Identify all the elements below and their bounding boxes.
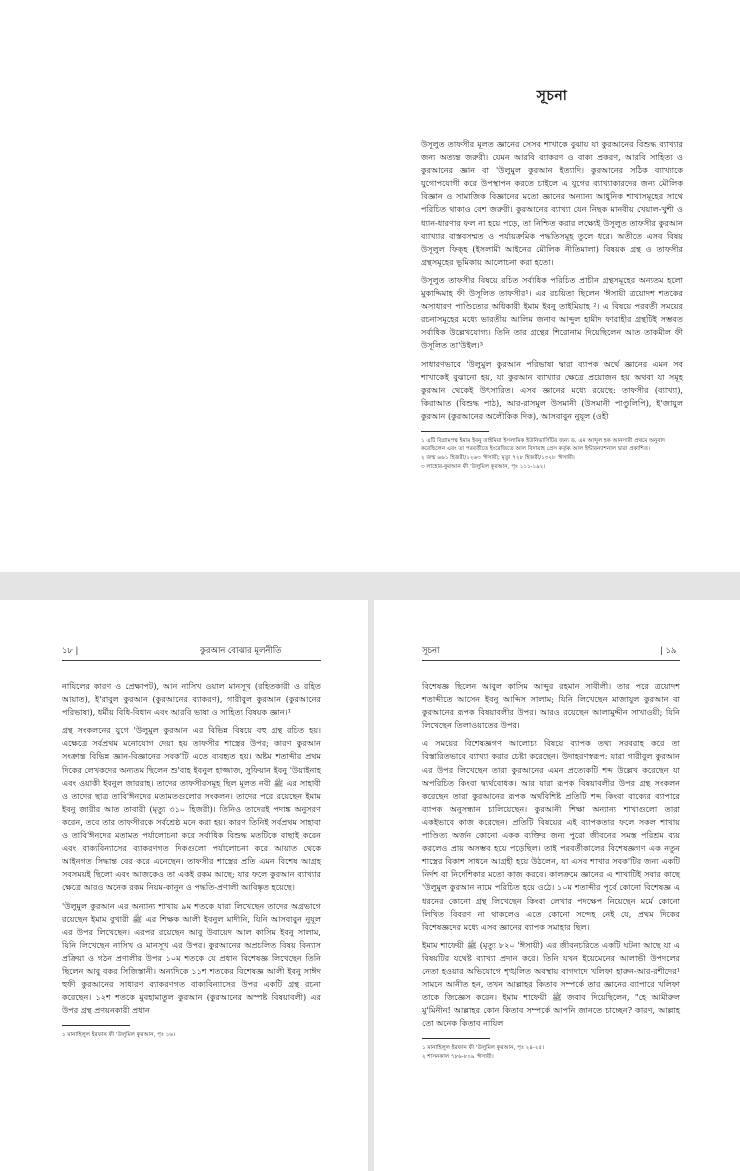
left-page-text-column	[62, 680, 321, 1040]
paragraph: গ্রন্থ সংকলনের যুগে 'উলুমুল কুরআন এর বিভিন্ন বিষয়ে বহু গ্রন্থ রচিত হয়। এক্ষেত্রে সর্বপ্রথম মনোযোগ দেয়া হয় তাফসীর শাস্ত্রের উপর; কারণ কুরআন সংক্রান্ত বিভিন্ন জ্ঞান-বিজ্ঞানের সবক'টি এতে ব্যবহৃত হয়। অষ্টম শতাব্দীর প্রথম দিকের লেখকদের অন্যতম ছিলেন শু'বাহ ইবনুল হাজ্জাজ, সুফিয়ান ইবনু 'উয়াইনাহ এবং ওয়াকী ইবনুল জাররাহ। তাদের তাফসীরসমূহ ছিল মূলত নবী ﷺ এর সাহাবী ও তাদের ছাত্র তাবি'ঈনদের মতামতগুলোর সংকলন। তাদের পরে রয়েছেন ইমাম ইবনু জারীর আত তাবারী (মৃত্যু ৩১০ হিজরী)। তিনিও তাদেরই পদাঙ্ক অনুসরণ করেন, তবে তার তাফসীরকে সর্বশ্রেষ্ঠ মনে করা হয়। কারণ তিনিই সর্বপ্রথম সাহাবা ও তাবি'ঈনদের মতামত পর্যালোচনা করে সর্বাধিক বিশুদ্ধ মতটিকে বাছাই করেন এবং বাক্যবিন্যাসের ব্যাকরণগত দিকগুলো পর্যালোচনা করে আয়াত থেকে আইনগত সিদ্ধান্ত বের করে এনেছেন। তাফসীর শাস্ত্রের প্রতি এমন বিশেষ আগ্রহ সবসময়ই ছিলো এবং আজকেও তা একই রকম আছে; যার ফলে কুরআন ব্যাখ্যার ক্ষেত্রে আরও অনেক রকম নিয়ম-কানুন ও পদ্ধতি-প্রণালী আবিষ্কৃত হয়েছে।	[62, 725, 321, 893]
right-page-text-column	[422, 680, 680, 1062]
chapter-title: সূচনা	[536, 88, 568, 104]
footnote-rule	[422, 1038, 490, 1039]
paragraph: 'উলুমুল কুরআন এর অন্যান্য শাখায় ৯ম শতকে যারা লিখেছেন তাদের অগ্রভাগে রয়েছেন ইমাম বুখারী ﷺ এর শিক্ষক আলী ইবনুল মাদীনি, যিনি আসবাবুন নুযূল এর উপর লিখেছেন। এরপর রয়েছেন আবু উবায়েদ আল কাসিম ইবনু সালাম, যিনি লিখেছেন নাসিখ ও মানসূখ এর উপর। কুরআনের অপ্রচলিত বিষয় বিন্যাস প্রক্রিয়া ও গঠন প্রণালীর উপর ১০ম শতকে যে প্রধান বিশেষজ্ঞ লিখেছেন তিনি ছিলেন আবু বকর সিজিস্তানী। অন্যদিকে ১১শ শতকের বিশেষজ্ঞ আলী ইবনু সাঈদ হুফী কুরআনের সাধারণ ব্যাকরণগত বাক্যবিন্যাসের উপর একটি গ্রন্থ রচনা করেছেন। ১২শ শতকে মুবহামাতুল কুরআন (কুরআনের অস্পষ্ট বিষয়াবলী) এর উপর গ্রন্থ প্রণয়নকারী প্রধান	[62, 900, 321, 1016]
paragraph: উসূলুত তাফসীর বিষয়ে রচিত সর্বাধিক পরিচিত প্রাচীন গ্রন্থসমূহের অন্যতম হলো মুকাদ্দিমাহ ফী উসূলিত তাফসীর¹। এর রচয়িতা ছিলেন 'ঈসায়ী ত্রয়োদশ শতকের অসাধারণ পাণ্ডিত্যের অধিকারী ইমাম ইবনু তাইমিয়াহ ²। এ বিষয়ে পরবর্তী সময়ের রচনাসমূহের মধ্যে ভারতীয় আলিম জনাব আব্দুল হামীদ ফারাহীর গ্রন্থটিই সম্ভবত সর্বাধিক উল্লেখযোগ্য। তিনি তার গ্রন্থের শিরোনাম দিয়েছিলেন আত তাকমীল ফী উসূলিত তা'উইল।³	[421, 274, 683, 351]
paragraph: সাধারণভাবে 'উলুমুল কুরআন পরিভাষা দ্বারা ব্যাপক অর্থে জ্ঞানের এমন সব শাখাকেই বুঝানো হয়, যা কুরআন ব্যাখ্যার ক্ষেত্রে প্রয়োজন হয় অথবা যা সমূহ কুরআন থেকেই উৎসারিত। এসব জ্ঞানের মধ্যে রয়েছে: তাফসীর (ব্যাখ্যা), কিরাআত (বিশুদ্ধ পাঠ), আর-রাসমুল উসমানী (উসমানী পাণ্ডুলিপি), ই'জাযুল কুরআন (কুরআনের অলৌকিক দিক), আসবাবুন নুযূল (ওহী	[421, 358, 683, 421]
paragraph: বিশেষজ্ঞ ছিলেন আবুল কাসিম আব্দুর রহমান সাবীলী। তার পরে ত্রয়োদশ শতাব্দীতে আসেন ইবনু আব্দিস সালাম; যিনি লিখেছেন মাজাযুল কুরআন বা কুরআনের রূপক বিষয়াবলীর উপর। আরও রয়েছেন আলামুদ্দীন সাখাওয়ী; যিনি লিখেছেন তিলাওয়াতের উপর।	[422, 681, 680, 731]
footnote: ১ এটি বিগ্রামপন্থ ইমাম ইবনু তাইমিয়া ইসলামিক ইউনিভার্সিটির জন্য ড. এম আব্দুল হক আনসারী প্রথমে অনুবাদ করেছিলেন এবং তা পরবর্তীতে ইংরেজিতে আল বিদায়াহ প্রেস কর্তৃক আল ইন্টারন্যাশনাল দ্বারা প্রকাশিত।	[421, 437, 665, 452]
page-number: | ১৯	[660, 645, 677, 655]
header-rule	[62, 660, 321, 661]
footnote: ১ মানাহিলুল ইরফান ফী 'উলুমিল কুরআন, পৃঃ ২৪-২৫।	[422, 1045, 545, 1052]
footnote-rule	[62, 1025, 130, 1026]
header-rule	[422, 660, 680, 661]
left-page	[0, 600, 368, 1171]
footnote: ২ জন্ম ৬৬১ হিজরী/১২৬৩ 'ঈসায়ী; মৃত্যু ৭২৮ হিজরী/১৩২৮ 'ঈসায়ী।	[421, 454, 575, 461]
running-head: সূচনা	[422, 645, 440, 655]
top-page-text-column	[421, 84, 683, 472]
running-head: কুরআন বোঝার মূলনীতি	[200, 645, 282, 655]
footnote-rule	[421, 431, 489, 432]
right-page	[374, 600, 740, 1171]
footnote: ২ শাসনকাল ৭৮৬-৮০৯ 'ঈসায়ী।	[422, 1054, 494, 1061]
footnote: ৩ লাহোর-কুরআন ফী 'উলুমিল কুরআন, পৃঃ ১১১-১৯২।	[421, 463, 546, 470]
top-page	[0, 0, 740, 572]
page-number: ১৮ |	[62, 645, 79, 655]
paragraph: নাযিলের কারণ ও প্রেক্ষাপট), আন নাসিখ ওয়াল মানসূখ (রহিতকারী ও রহিত আয়াত), ই'রাবুল কুরআন (কুরআনের ব্যাকরণ), গারীবুল কুরআন (কুরআনের পরিভাষা), ধর্মীয় বিধি-বিধান এবং আরবি ভাষা ও সাহিত্য বিষয়ক জ্ঞান।¹	[62, 681, 321, 718]
paragraph: উসূলুত তাফসীর মূলত জ্ঞানের সেসব শাখাকে বুঝায় যা কুরআনের বিশুদ্ধ ব্যাখ্যার জন্য অত্যন্ত জরুরী। যেমন আরবি ব্যাকরণ ও বাক্য প্রকরণ, আরবি সাহিত্য ও কুরআনের জ্ঞান বা 'উলুমুল কুরআন ইত্যাদি। কুরআনের সঠিক ব্যাখ্যাকে যুগোপযোগী করে উপস্থাপন করতে চাইলে এ যুগের ব্যাখ্যাকারদের জন্য মৌলিক বিজ্ঞান ও সামাজিক বিজ্ঞানের মতো জ্ঞানের অন্যান্য আধুনিক শাখাসমূহের সাথে পরিচিত থাকাও বেশ জরুরী। কুরআনের ব্যাখ্যা যেন নিছক মানবীয় খেয়াল-খুশী ও ধ্যান-ধারণার ফল না হয়ে পড়ে, তা নিশ্চিত করার লক্ষ্যেই উসূলুত তাফসীর কুরআন ব্যাখ্যার বাস্তবসম্মত ও পর্যায়ক্রমিক পদ্ধতিসমূহ তুলে ধরে। অতীতে এসব বিষয় উসূলুল ফিক্হ (ইসলামী আইনের মৌলিক নীতিমালা) বিষয়ক গ্রন্থ ও তাফসীর গ্রন্থসমূহের ভূমিকায় আলোচনা করা হতো।	[421, 139, 683, 267]
footnote: ১ মানাহিলুল ইরফান ফী 'উলুমিল কুরআন, পৃঃ ১৬।	[62, 1032, 175, 1039]
paragraph: এ সময়ের বিশেষজ্ঞগণ আলোচ্য বিষয়ে ব্যাপক তথ্য সরবরাহ করে তা বিস্তারিতভাবে ব্যাখ্যা করার চেষ্টা করেছেন। উদাহরণস্বরূপ: যারা গারীবুল কুরআন এর উপর লিখেছেন তারা কুরআনের এমন প্রত্যেকটি শব্দ উল্লেখ করেছেন যা অপরিচিত কিংবা দ্ব্যর্থবোধক। আর যারা রূপক বিষয়াবলীর উপর গ্রন্থ সংকলন করেছেন তারা কুরআনের রূপক অর্থবিশিষ্ট প্রতিটি শব্দ কিংবা বাক্যের ব্যাপারে ব্যাপক অনুসন্ধান চালিয়েছেন। কুরআনী শিক্ষা অন্যান্য শাখাগুলো তারা একইভাবে কাজ করেছেন। প্রতিটি বিষয়ের এই ব্যাপকতার ফলে সকল শাখায় পাণ্ডিত্য অর্জন কোনো একক ব্যক্তির জন্য পুরো জীবনের সমস্ত পরিশ্রম ব্যয় করলেও প্রায় অসম্ভব হয়ে পড়েছিল। তাই পরবর্তীকালের বিশেষজ্ঞগণ এক নতুন শাস্ত্রের বিকাশ সাধনে আগ্রহী হয়ে উঠলেন, যা এসব শাখার সবক'টির জন্য একটি নির্দশ বা নির্দেশিকার মতো কাজ করবে। কালক্রমে জ্ঞানের এ শাখাটিই সবার কাছে 'উলুমুল কুরআন নামে পরিচিত হয়ে ওঠে। ১০ম শতাব্দীর পূর্বে কোনো বিশেষজ্ঞ এ ধরনের কোনো গ্রন্থ লিখেছেন কিংবা লেখার পদক্ষেপ নিয়েছেন মর্মে কোনো লিখিত বিবরণ না থাকলেও এতে কোনো সন্দেহ নেই যে, প্রথম দিকের বিশেষজ্ঞদের মধ্যে এসব জ্ঞানের ব্যাপক সমাহার ছিল।	[422, 738, 680, 932]
paragraph: ইমাম শাফেয়ী ﷺ (মৃত্যু ৮২০ 'ঈসায়ী) এর জীবনচরিতে একটি ঘটনা আছে যা এ বিষয়টির যথেষ্ট ব্যাখ্যা প্রদান করে। তিনি যখন ইয়েমেনের আলাভী উপদলের নেতা হওয়ার অভিযোগে শৃঙ্খলিত অবস্থায় বাগদাদে খলিফা হারুন-আর-রশীদের¹ সামনে আনীত হন, তখন আল্লাহর কিতাব সম্পর্কে তার জ্ঞানের ব্যাপারে খলিফা তাকে জিজ্ঞেস করেন। ইমাম শাফেয়ী ﷺ জবাব দিয়েছিলেন, "হে আমীরুল মু'মিনীন! আল্লাহর কোন কিতাব সম্পর্কে আপনি জানতে চাচ্ছেন? কারণ, আল্লাহ তো অনেক কিতাব নাযিল	[422, 939, 681, 1029]
